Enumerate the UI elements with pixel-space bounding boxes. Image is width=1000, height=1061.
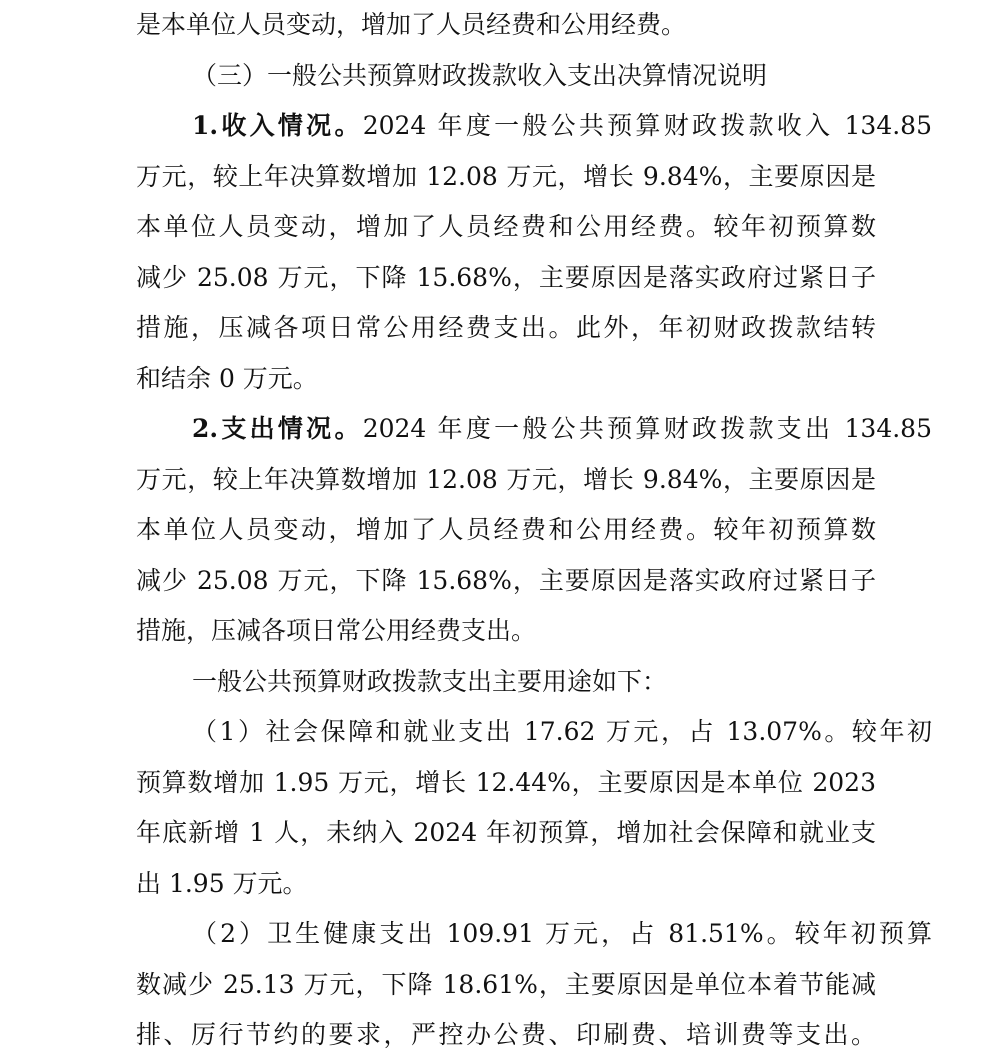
text-span: 2024 年度一般公共预算财政拨款收入 134.85: [362, 111, 932, 140]
paragraph-line: 数减少 25.13 万元，下降 18.61%，主要原因是单位本着节能减: [136, 969, 876, 999]
paragraph-line: 措施，压减各项日常公用经费支出。此外，年初财政拨款结转: [136, 313, 876, 342]
paragraph-line: 减少 25.08 万元，下降 15.68%，主要原因是落实政府过紧日子: [136, 565, 876, 595]
paragraph-line: 和结余 0 万元。: [136, 363, 318, 393]
document-page: [136, 0, 932, 1061]
paragraph-line: 减少 25.08 万元，下降 15.68%，主要原因是落实政府过紧日子: [136, 262, 876, 292]
text-line: 是本单位人员变动，增加了人员经费和公用经费。: [136, 10, 687, 39]
paragraph-line: [136, 404, 932, 455]
paragraph-line: 排、厉行节约的要求，严控办公费、印刷费、培训费等支出。: [136, 1020, 876, 1049]
paragraph-line: 本单位人员变动，增加了人员经费和公用经费。较年初预算数: [136, 212, 876, 241]
paragraph-line: 万元，较上年决算数增加 12.08 万元，增长 9.84%，主要原因是: [136, 161, 876, 191]
paragraph-line: 一般公共预算财政拨款支出主要用途如下：: [192, 666, 668, 696]
paragraph-line: 出 1.95 万元。: [136, 868, 308, 898]
expense-heading: 2.支出情况。: [192, 414, 363, 443]
paragraph-line: 本单位人员变动，增加了人员经费和公用经费。较年初预算数: [136, 515, 876, 544]
income-heading: 1.收入情况。: [192, 111, 363, 140]
paragraph-line: （2）卫生健康支出 109.91 万元，占 81.51%。较年初预算: [192, 919, 932, 948]
paragraph-line: [136, 101, 932, 152]
section-heading: （三）一般公共预算财政拨款收入支出决算情况说明: [192, 60, 768, 90]
paragraph-line: 年底新增 1 人，未纳入 2024 年初预算，增加社会保障和就业支: [136, 818, 876, 847]
text-span: 2024 年度一般公共预算财政拨款支出 134.85: [362, 414, 932, 443]
paragraph-line: 预算数增加 1.95 万元，增长 12.44%，主要原因是本单位 2023: [136, 767, 876, 797]
paragraph-line: 措施，压减各项日常公用经费支出。: [136, 616, 537, 645]
paragraph-line: 万元，较上年决算数增加 12.08 万元，增长 9.84%，主要原因是: [136, 464, 876, 494]
paragraph-line: （1）社会保障和就业支出 17.62 万元，占 13.07%。较年初: [192, 717, 932, 746]
